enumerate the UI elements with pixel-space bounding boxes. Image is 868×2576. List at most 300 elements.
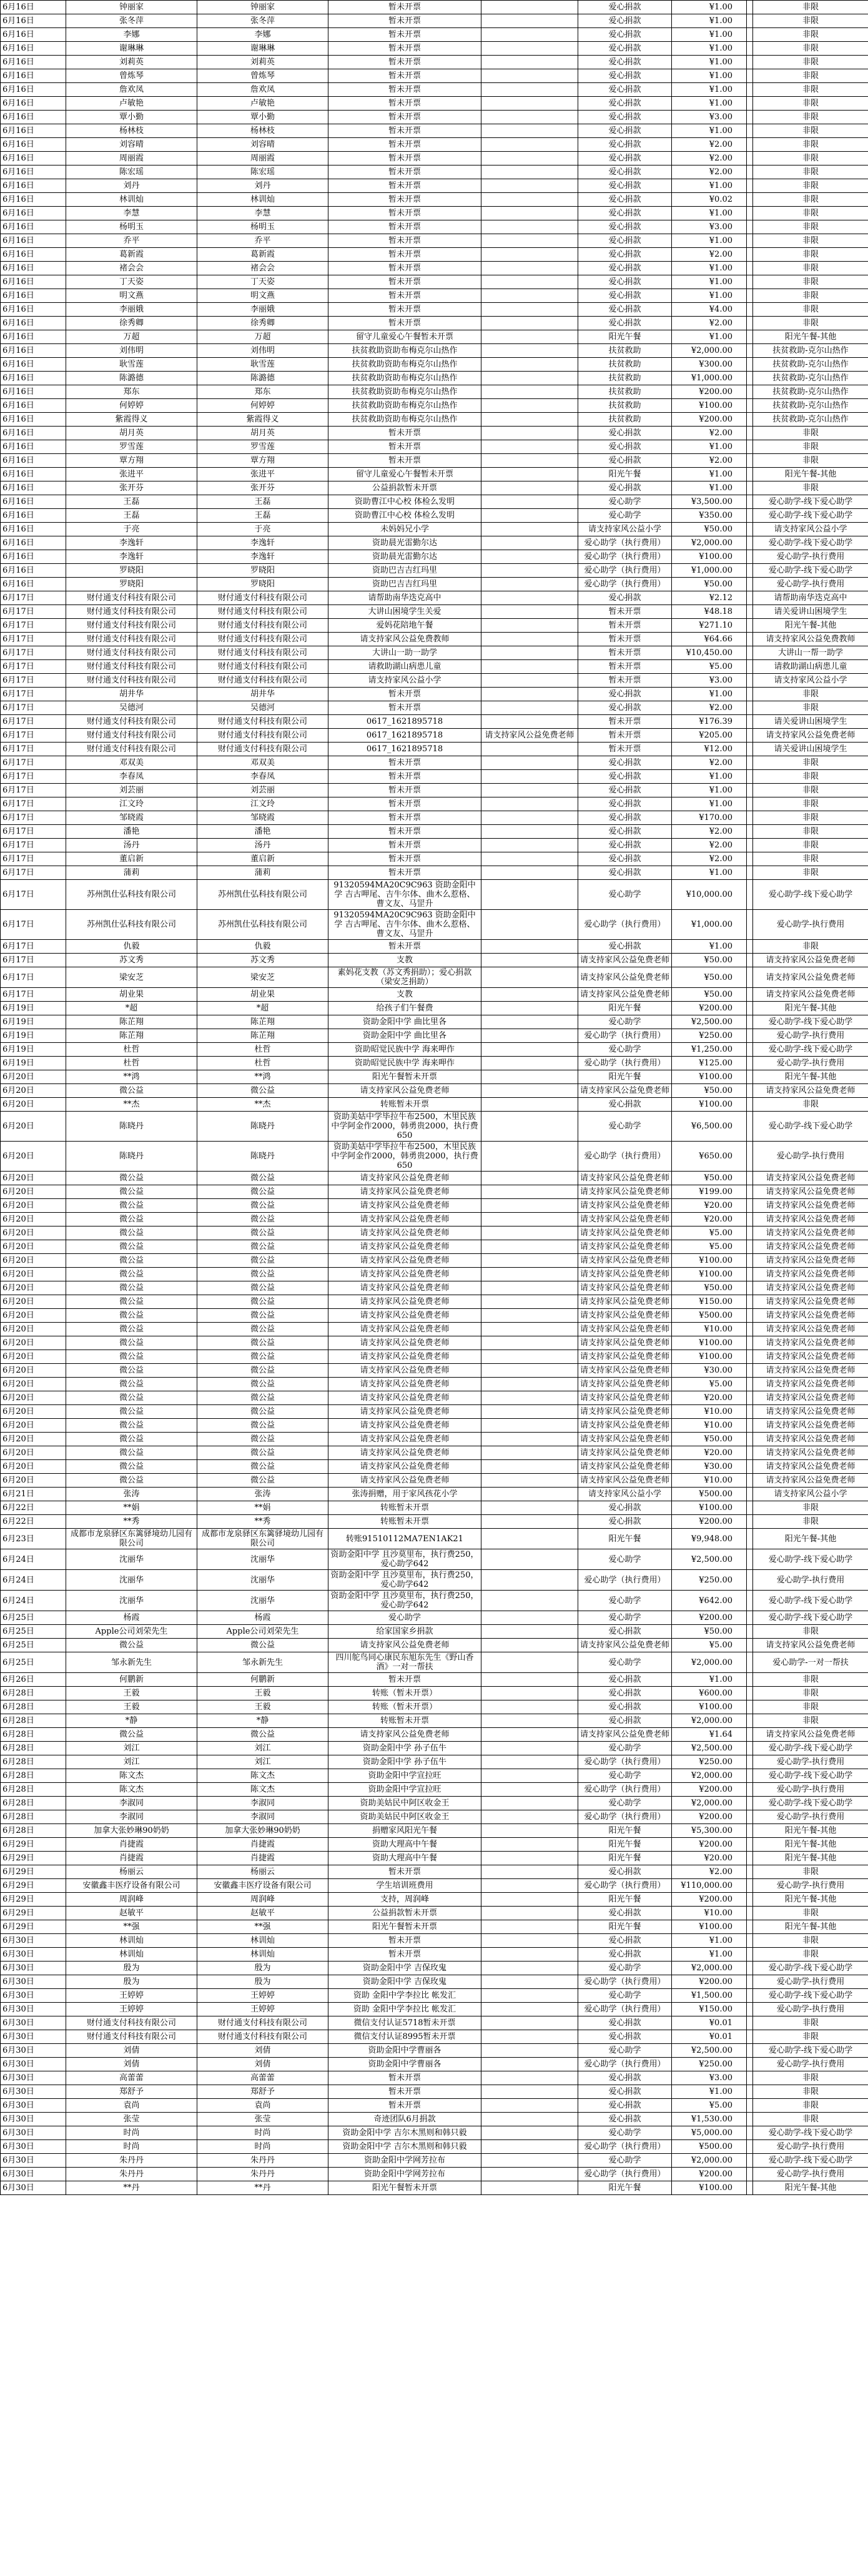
amount-cell: ¥2,500.00 — [672, 1549, 747, 1570]
date-cell: 6月30日 — [1, 2154, 66, 2168]
payee-cell: 陈芷翔 — [197, 1029, 328, 1043]
payer-cell: 刘倩 — [66, 2044, 197, 2058]
note-cell — [481, 509, 578, 523]
payer-cell: 加拿大张妙琳90奶奶 — [66, 1824, 197, 1838]
purpose-cell: 0617_1621895718 — [328, 743, 481, 756]
category-cell: 请支持家风公益免费老师 — [578, 1199, 672, 1213]
payer-cell: 微公益 — [66, 1405, 197, 1419]
payee-cell: 苏文秀 — [197, 954, 328, 967]
payee-cell: 李丽娥 — [197, 303, 328, 317]
note-cell — [481, 2030, 578, 2044]
fund-cell: 阳光午餐-其他 — [753, 1070, 868, 1084]
purpose-cell: 转账（暂未开票） — [328, 1700, 481, 1714]
purpose-cell: 请支持家风公益免费教师 — [328, 633, 481, 646]
table-row — [1, 289, 868, 303]
date-cell: 6月28日 — [1, 1824, 66, 1838]
note-cell — [481, 440, 578, 454]
category-cell: 爱心助学（执行费用） — [578, 578, 672, 591]
payee-cell: 谢琳琳 — [197, 42, 328, 56]
fund-cell: 非限 — [753, 28, 868, 42]
date-cell: 6月16日 — [1, 165, 66, 179]
date-cell: 6月16日 — [1, 152, 66, 165]
payer-cell: 何婷婷 — [66, 399, 197, 413]
purpose-cell: 请支持家风公益免费老师 — [328, 1185, 481, 1199]
payee-cell: 杜哲 — [197, 1043, 328, 1057]
payee-cell: 张涛 — [197, 1488, 328, 1501]
amount-cell: ¥1.00 — [672, 179, 747, 193]
payee-cell: 郑舒予 — [197, 2085, 328, 2099]
purpose-cell: 留守儿童爱心午餐暂未开票 — [328, 330, 481, 344]
note-cell — [481, 69, 578, 83]
category-cell: 爱心捐款 — [578, 852, 672, 866]
date-cell: 6月17日 — [1, 660, 66, 674]
blank-cell — [747, 1742, 753, 1755]
table-row — [1, 1591, 868, 1611]
date-cell: 6月20日 — [1, 1295, 66, 1309]
category-cell: 阳光午餐 — [578, 1852, 672, 1865]
amount-cell: ¥1.00 — [672, 770, 747, 784]
payer-cell: 刘容晴 — [66, 138, 197, 152]
table-row — [1, 14, 868, 28]
table-row — [1, 495, 868, 509]
blank-cell — [747, 1142, 753, 1172]
amount-cell: ¥1.00 — [672, 330, 747, 344]
payer-cell: 邹晓霞 — [66, 811, 197, 825]
purpose-cell: 资助金阳中学 且沙莫里布，执行费250，爱心助学642 — [328, 1549, 481, 1570]
table-row — [1, 2140, 868, 2154]
blank-cell — [747, 1419, 753, 1433]
amount-cell: ¥110,000.00 — [672, 1879, 747, 1893]
table-row — [1, 358, 868, 372]
purpose-cell: 暂未开票 — [328, 111, 481, 124]
payer-cell: 谢琳琳 — [66, 42, 197, 56]
date-cell: 6月30日 — [1, 2016, 66, 2030]
blank-cell — [747, 1652, 753, 1673]
date-cell: 6月19日 — [1, 1029, 66, 1043]
payer-cell: 江文玲 — [66, 797, 197, 811]
payee-cell: 蒲莉 — [197, 866, 328, 880]
category-cell: 阳光午餐 — [578, 330, 672, 344]
fund-cell: 非限 — [753, 1501, 868, 1515]
blank-cell — [747, 1728, 753, 1742]
blank-cell — [747, 193, 753, 207]
category-cell: 暂未开票 — [578, 729, 672, 743]
fund-cell: 请支持家风公益免费老师 — [753, 1474, 868, 1488]
amount-cell: ¥1.00 — [672, 83, 747, 97]
category-cell: 爱心捐款 — [578, 317, 672, 330]
note-cell — [481, 372, 578, 385]
note-cell — [481, 1350, 578, 1364]
fund-cell: 非限 — [753, 454, 868, 468]
category-cell: 请支持家风公益免费老师 — [578, 1281, 672, 1295]
payee-cell: 张进平 — [197, 468, 328, 481]
date-cell: 6月20日 — [1, 1142, 66, 1172]
amount-cell: ¥2.00 — [672, 152, 747, 165]
note-cell — [481, 1515, 578, 1529]
fund-cell: 阳光午餐-其他 — [753, 1529, 868, 1549]
amount-cell: ¥176.39 — [672, 715, 747, 729]
category-cell: 请支持家风公益小学 — [578, 523, 672, 536]
payee-cell: 林训灿 — [197, 1948, 328, 1962]
blank-cell — [747, 1783, 753, 1797]
note-cell — [481, 468, 578, 481]
note-cell — [481, 234, 578, 248]
payer-cell: 丁天姿 — [66, 275, 197, 289]
payee-cell: 财付通支付科技有限公司 — [197, 2030, 328, 2044]
blank-cell — [747, 1015, 753, 1029]
date-cell: 6月16日 — [1, 193, 66, 207]
payer-cell: 微公益 — [66, 1254, 197, 1268]
date-cell: 6月24日 — [1, 1549, 66, 1570]
purpose-cell: 暂未开票 — [328, 138, 481, 152]
date-cell: 6月20日 — [1, 1172, 66, 1185]
date-cell: 6月19日 — [1, 1043, 66, 1057]
payer-cell: 林训灿 — [66, 1948, 197, 1962]
category-cell: 爱心捐款 — [578, 1098, 672, 1112]
payee-cell: 胡业果 — [197, 988, 328, 1002]
blank-cell — [747, 1433, 753, 1446]
date-cell: 6月16日 — [1, 440, 66, 454]
amount-cell: ¥200.00 — [672, 1515, 747, 1529]
blank-cell — [747, 83, 753, 97]
amount-cell: ¥50.00 — [672, 1625, 747, 1639]
table-row — [1, 2003, 868, 2016]
payer-cell: 微公益 — [66, 1391, 197, 1405]
category-cell: 爱心助学（执行费用） — [578, 550, 672, 564]
payer-cell: 李春凤 — [66, 770, 197, 784]
fund-cell: 请关爱讲山困境学生 — [753, 715, 868, 729]
note-cell — [481, 413, 578, 427]
amount-cell: ¥500.00 — [672, 1488, 747, 1501]
date-cell: 6月16日 — [1, 564, 66, 578]
category-cell: 爱心捐款 — [578, 481, 672, 495]
fund-cell: 爱心助学-一对一帮扶 — [753, 1652, 868, 1673]
payee-cell: 王磊 — [197, 509, 328, 523]
payer-cell: 苏文秀 — [66, 954, 197, 967]
blank-cell — [747, 413, 753, 427]
fund-cell: 非限 — [753, 262, 868, 275]
date-cell: 6月25日 — [1, 1639, 66, 1652]
purpose-cell: 未妈妈兄小学 — [328, 523, 481, 536]
table-row — [1, 1419, 868, 1433]
payer-cell: 蒲莉 — [66, 866, 197, 880]
blank-cell — [747, 784, 753, 797]
blank-cell — [747, 2168, 753, 2181]
fund-cell: 请支持家风公益免费老师 — [753, 1213, 868, 1226]
note-cell — [481, 1084, 578, 1098]
fund-cell: 请支持家风公益免费老师 — [753, 1199, 868, 1213]
fund-cell: 请支持家风公益免费老师 — [753, 1446, 868, 1460]
table-row — [1, 1783, 868, 1797]
purpose-cell: 暂未开票 — [328, 2099, 481, 2113]
category-cell: 请支持家风公益免费老师 — [578, 1639, 672, 1652]
table-row — [1, 1948, 868, 1962]
table-row — [1, 1098, 868, 1112]
amount-cell: ¥1.64 — [672, 1728, 747, 1742]
note-cell — [481, 715, 578, 729]
category-cell: 爱心助学 — [578, 1742, 672, 1755]
blank-cell — [747, 1323, 753, 1336]
blank-cell — [747, 1810, 753, 1824]
date-cell: 6月20日 — [1, 1098, 66, 1112]
category-cell: 扶贫救助 — [578, 413, 672, 427]
table-row — [1, 2154, 868, 2168]
table-row — [1, 454, 868, 468]
blank-cell — [747, 1295, 753, 1309]
category-cell: 爱心助学 — [578, 1015, 672, 1029]
fund-cell: 非限 — [753, 152, 868, 165]
category-cell: 请支持家风公益免费老师 — [578, 1336, 672, 1350]
category-cell: 请支持家风公益免费老师 — [578, 1323, 672, 1336]
date-cell: 6月24日 — [1, 1591, 66, 1611]
fund-cell: 非限 — [753, 248, 868, 262]
date-cell: 6月20日 — [1, 1391, 66, 1405]
payee-cell: 李娜 — [197, 28, 328, 42]
payer-cell: 林训灿 — [66, 193, 197, 207]
payer-cell: 刘伟明 — [66, 344, 197, 358]
date-cell: 6月25日 — [1, 1611, 66, 1625]
payee-cell: 王毅 — [197, 1687, 328, 1700]
payer-cell: 微公益 — [66, 1433, 197, 1446]
payee-cell: 微公益 — [197, 1281, 328, 1295]
payee-cell: 朱丹丹 — [197, 2168, 328, 2181]
amount-cell: ¥1.00 — [672, 124, 747, 138]
payee-cell: 微公益 — [197, 1474, 328, 1488]
purpose-cell: 暂未开票 — [328, 69, 481, 83]
blank-cell — [747, 1920, 753, 1934]
category-cell: 爱心捐款 — [578, 2016, 672, 2030]
table-row — [1, 1, 868, 14]
purpose-cell: 暂未开票 — [328, 2085, 481, 2099]
amount-cell: ¥3.00 — [672, 111, 747, 124]
category-cell: 请支持家风公益免费老师 — [578, 967, 672, 988]
purpose-cell: 资助巴吉吉红玛里 — [328, 564, 481, 578]
payer-cell: 潘艳 — [66, 825, 197, 839]
purpose-cell: 阳光午餐暂未开票 — [328, 1070, 481, 1084]
blank-cell — [747, 940, 753, 954]
payee-cell: 李淑同 — [197, 1797, 328, 1810]
payer-cell: **鸿 — [66, 1070, 197, 1084]
fund-cell: 爱心助学-线下爱心助学 — [753, 1611, 868, 1625]
table-row — [1, 2030, 868, 2044]
table-row — [1, 715, 868, 729]
payer-cell: 陈晓丹 — [66, 1142, 197, 1172]
table-row — [1, 954, 868, 967]
fund-cell: 非限 — [753, 69, 868, 83]
category-cell: 爱心助学 — [578, 1591, 672, 1611]
purpose-cell: 资助金阳中学 吉保玫鬼 — [328, 1962, 481, 1975]
date-cell: 6月20日 — [1, 1364, 66, 1378]
date-cell: 6月20日 — [1, 1084, 66, 1098]
payer-cell: 乔平 — [66, 234, 197, 248]
note-cell — [481, 1700, 578, 1714]
date-cell: 6月17日 — [1, 940, 66, 954]
date-cell: 6月17日 — [1, 825, 66, 839]
amount-cell: ¥50.00 — [672, 523, 747, 536]
category-cell: 爱心捐款 — [578, 193, 672, 207]
category-cell: 阳光午餐 — [578, 1529, 672, 1549]
date-cell: 6月29日 — [1, 1920, 66, 1934]
payer-cell: 财付通支付科技有限公司 — [66, 660, 197, 674]
blank-cell — [747, 1714, 753, 1728]
note-cell — [481, 1783, 578, 1797]
fund-cell: 非限 — [753, 1865, 868, 1879]
fund-cell: 非限 — [753, 1673, 868, 1687]
fund-cell: 大讲山一帮一助学 — [753, 646, 868, 660]
note-cell — [481, 660, 578, 674]
category-cell: 扶贫救助 — [578, 344, 672, 358]
purpose-cell: 请帮助南华迭克高中 — [328, 591, 481, 605]
date-cell: 6月20日 — [1, 1460, 66, 1474]
purpose-cell: 扶贫救助资助布梅克尔山热作 — [328, 344, 481, 358]
table-row — [1, 1934, 868, 1948]
fund-cell: 爱心助学-线下爱心助学 — [753, 2126, 868, 2140]
category-cell: 请支持家风公益免费老师 — [578, 1295, 672, 1309]
payee-cell: 微公益 — [197, 1295, 328, 1309]
table-row — [1, 1226, 868, 1240]
table-row — [1, 1433, 868, 1446]
fund-cell: 阳光午餐-其他 — [753, 1893, 868, 1907]
blank-cell — [747, 1975, 753, 1989]
purpose-cell: 暂未开票 — [328, 220, 481, 234]
payer-cell: 微公益 — [66, 1364, 197, 1378]
blank-cell — [747, 1460, 753, 1474]
date-cell: 6月28日 — [1, 1769, 66, 1783]
payee-cell: 杜哲 — [197, 1057, 328, 1070]
blank-cell — [747, 234, 753, 248]
note-cell — [481, 1529, 578, 1549]
fund-cell: 请支持家风公益小学 — [753, 674, 868, 688]
purpose-cell: 暂未开票 — [328, 97, 481, 111]
blank-cell — [747, 509, 753, 523]
category-cell: 爱心捐款 — [578, 2030, 672, 2044]
note-cell — [481, 1199, 578, 1213]
note-cell — [481, 701, 578, 715]
amount-cell: ¥1.00 — [672, 468, 747, 481]
date-cell: 6月16日 — [1, 303, 66, 317]
amount-cell: ¥0.01 — [672, 2030, 747, 2044]
blank-cell — [747, 2126, 753, 2140]
note-cell — [481, 1240, 578, 1254]
payee-cell: 杨丽云 — [197, 1865, 328, 1879]
blank-cell — [747, 1226, 753, 1240]
fund-cell: 阳光午餐-其他 — [753, 2181, 868, 2195]
payee-cell: Apple公司刘荣先生 — [197, 1625, 328, 1639]
purpose-cell: 暂未开票 — [328, 83, 481, 97]
blank-cell — [747, 2058, 753, 2071]
purpose-cell: 暂未开票 — [328, 866, 481, 880]
payee-cell: 财付通支付科技有限公司 — [197, 619, 328, 633]
fund-cell: 非限 — [753, 481, 868, 495]
date-cell: 6月16日 — [1, 550, 66, 564]
purpose-cell: 请支持家风公益免费老师 — [328, 1295, 481, 1309]
purpose-cell: 请支持家风公益小学 — [328, 674, 481, 688]
fund-cell: 爱心助学-执行费用 — [753, 1142, 868, 1172]
table-row — [1, 234, 868, 248]
fund-cell: 请救助湖山病患儿童 — [753, 660, 868, 674]
payee-cell: 加拿大张妙琳90奶奶 — [197, 1824, 328, 1838]
table-row — [1, 1824, 868, 1838]
payee-cell: 钟丽家 — [197, 1, 328, 14]
payer-cell: 微公益 — [66, 1268, 197, 1281]
blank-cell — [747, 1611, 753, 1625]
note-cell — [481, 1879, 578, 1893]
payer-cell: 刘莉英 — [66, 56, 197, 69]
category-cell: 爱心助学 — [578, 2044, 672, 2058]
date-cell: 6月16日 — [1, 234, 66, 248]
table-row — [1, 1501, 868, 1515]
blank-cell — [747, 207, 753, 220]
purpose-cell: 资助曹江中心校 体检么发明 — [328, 509, 481, 523]
table-row — [1, 1336, 868, 1350]
date-cell: 6月16日 — [1, 97, 66, 111]
table-row — [1, 688, 868, 701]
purpose-cell: 请支持家风公益免费老师 — [328, 1391, 481, 1405]
date-cell: 6月16日 — [1, 56, 66, 69]
note-cell — [481, 770, 578, 784]
payee-cell: 财付通支付科技有限公司 — [197, 674, 328, 688]
category-cell: 爱心捐款 — [578, 1673, 672, 1687]
amount-cell: ¥250.00 — [672, 1570, 747, 1591]
note-cell — [481, 866, 578, 880]
fund-cell: 非限 — [753, 111, 868, 124]
amount-cell: ¥3,500.00 — [672, 495, 747, 509]
table-row — [1, 124, 868, 138]
purpose-cell: 资助金阳中学曹丽各 — [328, 2058, 481, 2071]
payer-cell: 王磊 — [66, 495, 197, 509]
amount-cell: ¥250.00 — [672, 1029, 747, 1043]
blank-cell — [747, 56, 753, 69]
purpose-cell: 微信支付认证8995暂未开票 — [328, 2030, 481, 2044]
date-cell: 6月30日 — [1, 2181, 66, 2195]
table-row — [1, 729, 868, 743]
amount-cell: ¥200.00 — [672, 1002, 747, 1015]
note-cell — [481, 165, 578, 179]
fund-cell: 阳光午餐-其他 — [753, 330, 868, 344]
payer-cell: 汤丹 — [66, 839, 197, 852]
fund-cell: 爱心助学-线下爱心助学 — [753, 536, 868, 550]
amount-cell: ¥5.00 — [672, 1226, 747, 1240]
purpose-cell: 暂未开票 — [328, 1934, 481, 1948]
table-row — [1, 1838, 868, 1852]
blank-cell — [747, 660, 753, 674]
table-row — [1, 1652, 868, 1673]
category-cell: 请支持家风公益免费老师 — [578, 1240, 672, 1254]
category-cell: 请支持家风公益免费老师 — [578, 1446, 672, 1460]
note-cell — [481, 1639, 578, 1652]
category-cell: 阳光午餐 — [578, 1824, 672, 1838]
category-cell: 爱心捐款 — [578, 1907, 672, 1920]
category-cell: 阳光午餐 — [578, 1838, 672, 1852]
payee-cell: 周润峰 — [197, 1893, 328, 1907]
payer-cell: 李丽娥 — [66, 303, 197, 317]
payer-cell: 苏州凯仕弘科技有限公司 — [66, 880, 197, 910]
category-cell: 阳光午餐 — [578, 1070, 672, 1084]
note-cell — [481, 1755, 578, 1769]
note-cell — [481, 1309, 578, 1323]
table-row — [1, 1611, 868, 1625]
note-cell — [481, 1852, 578, 1865]
payer-cell: 邓双美 — [66, 756, 197, 770]
blank-cell — [747, 28, 753, 42]
purpose-cell: 资助美姑中学毕拉牛布2500，木里民族中学阿金作2000，韩勇贵2000，执行费650 — [328, 1142, 481, 1172]
fund-cell: 非限 — [753, 289, 868, 303]
note-cell — [481, 880, 578, 910]
note-cell — [481, 1673, 578, 1687]
payee-cell: 微公益 — [197, 1240, 328, 1254]
date-cell: 6月16日 — [1, 42, 66, 56]
amount-cell: ¥1,530.00 — [672, 2113, 747, 2126]
